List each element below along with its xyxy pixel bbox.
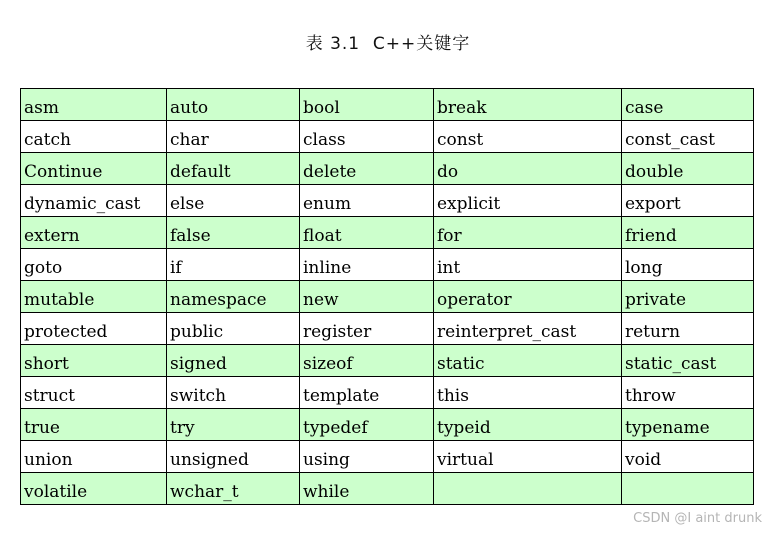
keyword-cell: try bbox=[167, 409, 300, 441]
keyword-cell: reinterpret_cast bbox=[434, 313, 622, 345]
keyword-cell: union bbox=[21, 441, 167, 473]
keyword-cell: delete bbox=[300, 153, 434, 185]
keyword-cell: double bbox=[622, 153, 754, 185]
table-row bbox=[21, 345, 754, 377]
keyword-cell: operator bbox=[434, 281, 622, 313]
keyword-cell: enum bbox=[300, 185, 434, 217]
keyword-cell: struct bbox=[21, 377, 167, 409]
keyword-cell bbox=[622, 473, 754, 505]
keyword-cell: return bbox=[622, 313, 754, 345]
keyword-cell: explicit bbox=[434, 185, 622, 217]
keyword-cell: while bbox=[300, 473, 434, 505]
keyword-cell: protected bbox=[21, 313, 167, 345]
keyword-cell: do bbox=[434, 153, 622, 185]
keyword-cell: case bbox=[622, 89, 754, 121]
keyword-cell: dynamic_cast bbox=[21, 185, 167, 217]
keyword-cell: static_cast bbox=[622, 345, 754, 377]
keyword-cell: if bbox=[167, 249, 300, 281]
keywords-table-body bbox=[21, 89, 754, 505]
keyword-cell: virtual bbox=[434, 441, 622, 473]
keyword-cell: public bbox=[167, 313, 300, 345]
keyword-cell: bool bbox=[300, 89, 434, 121]
keyword-cell: class bbox=[300, 121, 434, 153]
keyword-cell: typename bbox=[622, 409, 754, 441]
keyword-cell: float bbox=[300, 217, 434, 249]
keyword-cell: else bbox=[167, 185, 300, 217]
keyword-cell: static bbox=[434, 345, 622, 377]
keyword-cell: volatile bbox=[21, 473, 167, 505]
keyword-cell: int bbox=[434, 249, 622, 281]
table-row bbox=[21, 377, 754, 409]
keyword-cell: friend bbox=[622, 217, 754, 249]
keyword-cell: namespace bbox=[167, 281, 300, 313]
keyword-cell: catch bbox=[21, 121, 167, 153]
keyword-cell: mutable bbox=[21, 281, 167, 313]
table-row bbox=[21, 473, 754, 505]
keywords-table bbox=[20, 88, 754, 505]
watermark: CSDN @I aint drunk bbox=[633, 511, 762, 526]
keyword-cell: template bbox=[300, 377, 434, 409]
keyword-cell: register bbox=[300, 313, 434, 345]
keyword-cell: private bbox=[622, 281, 754, 313]
table-row bbox=[21, 281, 754, 313]
keyword-cell: throw bbox=[622, 377, 754, 409]
table-row bbox=[21, 409, 754, 441]
keyword-cell: char bbox=[167, 121, 300, 153]
keyword-cell: short bbox=[21, 345, 167, 377]
keyword-cell: const bbox=[434, 121, 622, 153]
keyword-cell: const_cast bbox=[622, 121, 754, 153]
keyword-cell: unsigned bbox=[167, 441, 300, 473]
table-row bbox=[21, 185, 754, 217]
keyword-cell: new bbox=[300, 281, 434, 313]
keyword-cell: extern bbox=[21, 217, 167, 249]
keyword-cell: wchar_t bbox=[167, 473, 300, 505]
keyword-cell: asm bbox=[21, 89, 167, 121]
keyword-cell: true bbox=[21, 409, 167, 441]
table-row bbox=[21, 153, 754, 185]
keyword-cell: long bbox=[622, 249, 754, 281]
keyword-cell: break bbox=[434, 89, 622, 121]
keyword-cell: inline bbox=[300, 249, 434, 281]
table-row bbox=[21, 89, 754, 121]
keyword-cell: using bbox=[300, 441, 434, 473]
keyword-cell: typeid bbox=[434, 409, 622, 441]
keyword-cell: void bbox=[622, 441, 754, 473]
keyword-cell: goto bbox=[21, 249, 167, 281]
keyword-cell: auto bbox=[167, 89, 300, 121]
keyword-cell bbox=[434, 473, 622, 505]
table-caption: 表 3.1 C++关键字 bbox=[305, 34, 471, 54]
table-row bbox=[21, 217, 754, 249]
table-row bbox=[21, 121, 754, 153]
keyword-cell: switch bbox=[167, 377, 300, 409]
keyword-cell: typedef bbox=[300, 409, 434, 441]
keyword-cell: false bbox=[167, 217, 300, 249]
keyword-cell: export bbox=[622, 185, 754, 217]
keyword-cell: this bbox=[434, 377, 622, 409]
keyword-cell: default bbox=[167, 153, 300, 185]
keyword-cell: signed bbox=[167, 345, 300, 377]
table-row bbox=[21, 313, 754, 345]
table-row bbox=[21, 441, 754, 473]
keyword-cell: for bbox=[434, 217, 622, 249]
keyword-cell: sizeof bbox=[300, 345, 434, 377]
table-row bbox=[21, 249, 754, 281]
keyword-cell: Continue bbox=[21, 153, 167, 185]
